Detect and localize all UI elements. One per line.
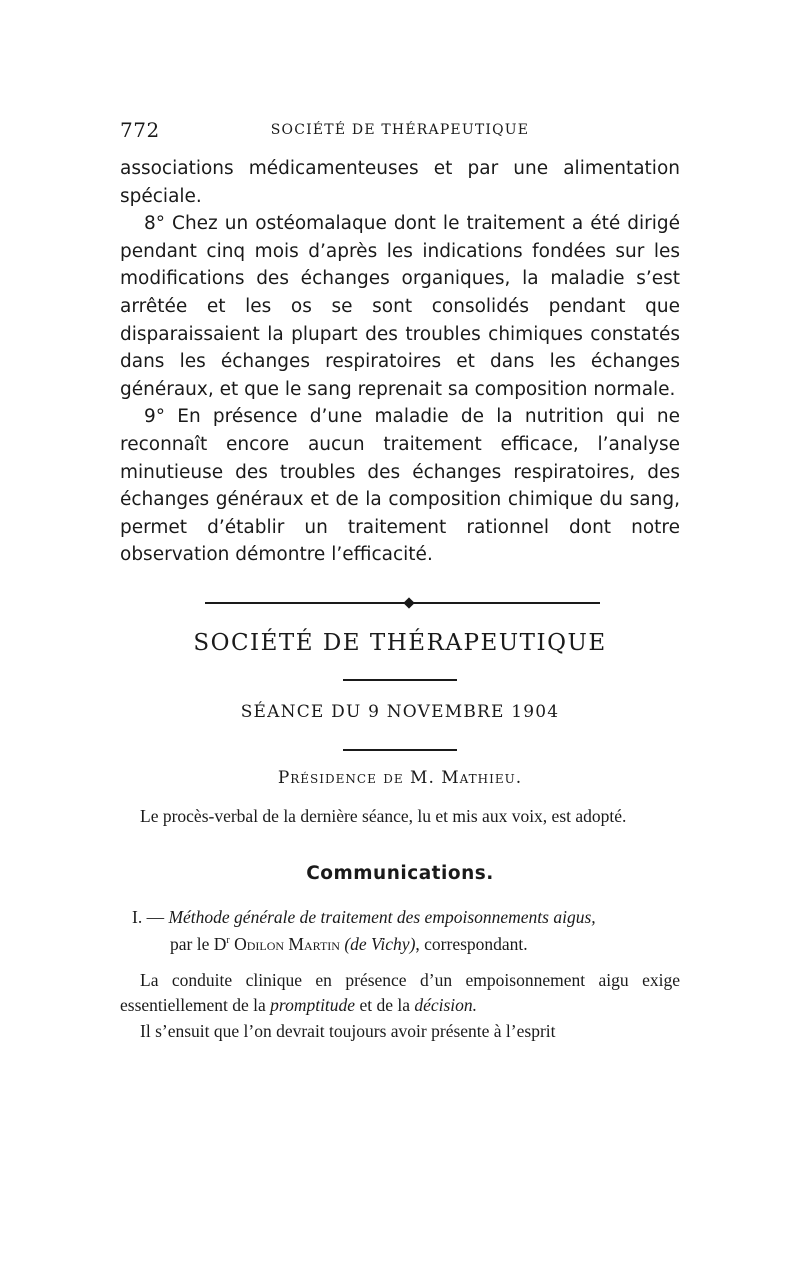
president-name: Mathieu. xyxy=(441,768,523,788)
running-title: SOCIÉTÉ DE THÉRAPEUTIQUE xyxy=(270,122,530,138)
society-title: SOCIÉTÉ DE THÉRAPEUTIQUE xyxy=(193,630,607,656)
paragraph: associations médicamenteuses et par une alimentation spéciale. xyxy=(120,158,680,207)
previous-article-conclusion xyxy=(120,155,680,569)
communication-number: I. — xyxy=(132,907,165,927)
page-number: 772 xyxy=(120,118,160,142)
communication-title-line xyxy=(120,904,680,931)
proces-verbal xyxy=(120,804,680,829)
paragraph: Le procès-verbal de la dernière séance, lu et mis aux voix, est adopté. xyxy=(140,806,627,826)
author-place: (de Vichy) xyxy=(344,934,416,954)
emphasis: promptitude xyxy=(270,995,356,1016)
author-name: Odilon Martin xyxy=(234,934,340,954)
paragraph: 8° Chez un ostéomalaque dont le traitement a été dirigé pendant cinq mois d’après les indications fondées sur les modifications des échanges organiques, la maladie s’est arrêtée et les os se sont consolidés pendant que disparaissaient la plupart des troubles chimiques constatés dans les échanges respiratoires et dans les échanges généraux, et que le sang reprenait sa composition normale. xyxy=(120,213,680,400)
section-divider-ornament xyxy=(205,598,600,608)
communication-author-line xyxy=(120,931,680,958)
text-run: et de la xyxy=(355,995,415,1016)
running-header xyxy=(120,118,680,142)
emphasis: décision. xyxy=(414,995,478,1016)
seance-date: SÉANCE DU 9 NOVEMBRE 1904 xyxy=(240,702,560,722)
paragraph: 9° En présence d’une maladie de la nutrition qui ne reconnaît encore aucun traitement efficace, l’analyse minutieuse des troubles des échanges respiratoires, des échanges généraux et de la composition chimique du sang, permet d’établir un traitement rationnel dont notre observation démontre l’efficacité. xyxy=(120,406,680,566)
paragraph xyxy=(120,968,680,1019)
text-run: La conduite clinique en présence d’un empoisonnement aigu exige essentiellement de la xyxy=(120,970,680,1016)
communication-body xyxy=(120,968,680,1044)
divider-rule xyxy=(343,679,457,681)
communications-heading: Communications. xyxy=(306,863,494,884)
presidence-line xyxy=(120,768,680,788)
divider-diamond-icon xyxy=(403,597,414,608)
author-role: , correspondant. xyxy=(415,934,528,954)
communication-entry xyxy=(120,904,680,958)
author-prefix: par le D xyxy=(170,934,227,954)
communication-title: Méthode générale de traitement des empoisonnements aigus, xyxy=(168,907,596,927)
presidence-label: Présidence de M. xyxy=(277,768,435,788)
divider-rule xyxy=(343,749,457,751)
paragraph: Il s’ensuit que l’on devrait toujours avoir présente à l’esprit xyxy=(140,1020,556,1041)
author-prefix-sup: r xyxy=(226,935,230,947)
